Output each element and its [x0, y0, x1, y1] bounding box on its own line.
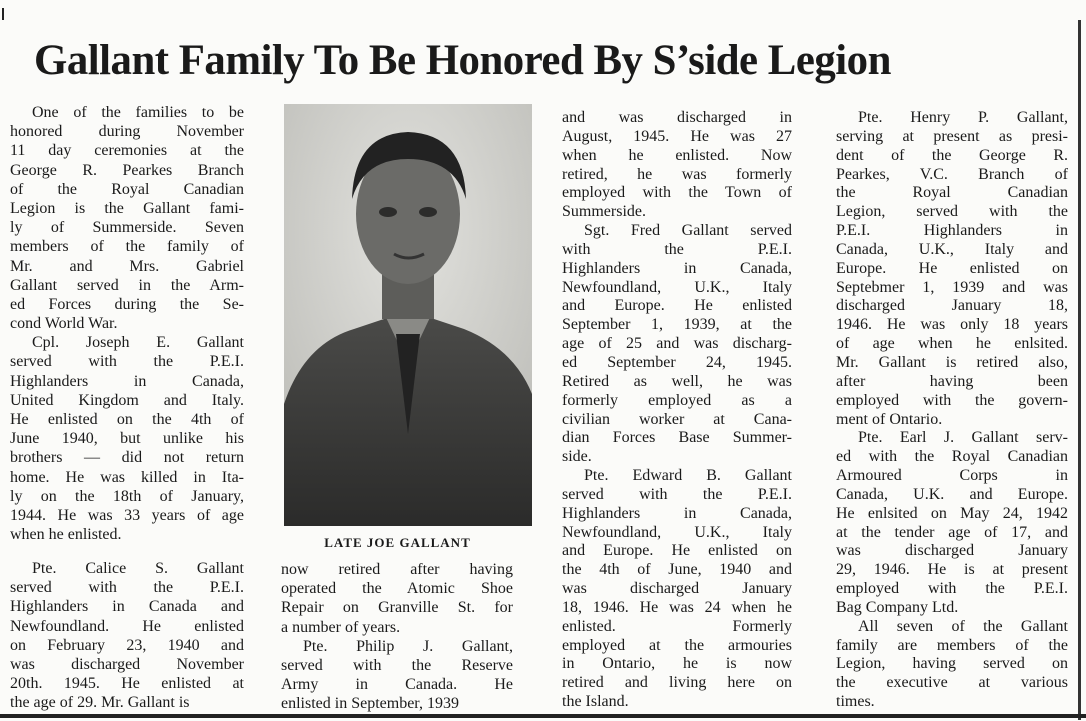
portrait-photo-icon — [284, 104, 532, 526]
text-line: Sgt. Fred Gallant served — [584, 222, 792, 240]
text-line: the Island. — [562, 693, 629, 711]
text-line: members of the family of — [10, 238, 244, 256]
text-line: June 1940, but unlike his — [10, 430, 244, 448]
text-line: after having been — [836, 372, 1068, 390]
text-line: Pte. Edward B. Gallant — [584, 467, 792, 485]
text-line: Summerside. — [562, 203, 646, 221]
text-line: ly of Summerside. Seven — [10, 219, 244, 237]
text-line: times. — [836, 693, 875, 711]
text-line: at the tender age of 17, and — [836, 523, 1068, 541]
text-line: Retired as well, he was — [562, 372, 792, 390]
text-line: He enlsited on May 24, 1942 — [836, 504, 1068, 522]
text-line: employed at the armouries — [562, 636, 792, 654]
text-line: Highlanders in Canada, — [10, 372, 244, 390]
text-line: the age of 29. Mr. Gallant is — [10, 694, 190, 712]
text-line: a number of years. — [281, 618, 401, 636]
text-line: of age when he enlsited. — [836, 335, 1068, 353]
text-line: home. He was killed in Ita- — [10, 468, 244, 486]
text-line: Highlanders in Canada, — [562, 259, 792, 277]
text-line: of the Royal Canadian — [10, 180, 244, 198]
paragraph — [836, 109, 1068, 429]
text-line: was discharged January — [562, 580, 792, 598]
text-line: Legion, served with the — [836, 203, 1068, 221]
text-line: civilian worker at Cana- — [562, 410, 792, 428]
text-line: served with the Reserve — [281, 656, 513, 674]
text-line: Pte. Earl J. Gallant serv- — [858, 429, 1068, 447]
text-line: retired and living here on — [562, 674, 792, 692]
text-line: Newfoundland, U.K., Italy — [562, 523, 792, 541]
paragraph — [281, 637, 513, 714]
text-line: 1944. He was 33 years of age — [10, 506, 244, 524]
text-line: serving at present as presi- — [836, 127, 1068, 145]
paragraph — [836, 618, 1068, 712]
text-line: Pearkes, V.C. Branch of — [836, 165, 1068, 183]
article-column-4 — [836, 109, 1068, 712]
text-line: Cpl. Joseph E. Gallant — [32, 334, 244, 352]
text-line: the Royal Canadian — [836, 184, 1068, 202]
text-line: Legion is the Gallant fami- — [10, 199, 244, 217]
text-line: Armoured Corps in — [836, 467, 1068, 485]
text-line: served with the P.E.I. — [10, 579, 244, 597]
text-line: ment of Ontario. — [836, 410, 943, 428]
margin-mark — [2, 8, 4, 20]
text-line: Gallant served in the Arm- — [10, 276, 244, 294]
text-line: the executive at various — [836, 674, 1068, 692]
text-line: 1946. He was only 18 years — [836, 316, 1068, 334]
paragraph — [562, 222, 792, 467]
article-column-1 — [10, 103, 244, 544]
paragraph — [10, 103, 244, 333]
text-line: on February 23, 1940 and — [10, 636, 244, 654]
text-line: 18, 1946. He was 24 when he — [562, 598, 792, 616]
text-line: Repair on Granville St. for — [281, 599, 513, 617]
text-line: Army in Canada. He — [281, 676, 513, 694]
text-line: enlisted in September, 1939 — [281, 695, 459, 713]
text-line: Canada, U.K. and Europe. — [836, 485, 1068, 503]
text-line: now retired after having — [281, 561, 513, 578]
text-line: ly on the 18th of January, — [10, 487, 244, 505]
text-line: was discharged November — [10, 655, 244, 673]
text-line: discharged January 18, — [836, 297, 1068, 315]
article-column-2 — [281, 560, 513, 714]
article-column-3 — [562, 109, 792, 712]
bottom-rule — [0, 714, 1086, 718]
text-line: dian Forces Base Summer- — [562, 429, 792, 447]
text-line: and Europe. He enlisted — [562, 297, 792, 315]
text-line: served with the P.E.I. — [562, 485, 792, 503]
text-line: Highlanders in Canada, — [562, 504, 792, 522]
text-line: September 1, 1939, at the — [562, 316, 792, 334]
paragraph — [10, 559, 244, 713]
text-line: Mr. Gallant is retired also, — [836, 353, 1068, 371]
text-line: formerly employed as a — [562, 391, 792, 409]
text-line: ed September 24, 1945. — [562, 353, 792, 371]
text-line: Highlanders in Canada and — [10, 598, 244, 616]
text-line: brothers — did not return — [10, 449, 244, 467]
text-line: P.E.I. Highlanders in — [836, 222, 1068, 240]
text-line: ed with the Royal Canadian — [836, 448, 1068, 466]
text-line: ed Forces during the Se- — [10, 295, 244, 313]
text-line: Canada, U.K., Italy and — [836, 240, 1068, 258]
text-line: Europe. He enlisted on — [836, 259, 1068, 277]
text-line: dent of the George R. — [836, 146, 1068, 164]
photo-caption: LATE JOE GALLANT — [324, 535, 471, 550]
text-line: Newfoundland. He enlisted — [10, 617, 244, 635]
text-line: and Europe. He enlisted on — [562, 542, 792, 560]
text-line: when he enlisted. — [10, 526, 122, 544]
text-line: employed with the P.E.I. — [836, 580, 1068, 598]
text-line: cond World War. — [10, 315, 118, 333]
text-line: Pte. Henry P. Gallant, — [858, 109, 1068, 126]
text-line: when he enlisted. Now — [562, 146, 792, 164]
text-line: age of 25 and was discharg- — [562, 335, 792, 353]
text-line: employed with the Town of — [562, 184, 792, 202]
text-line: George R. Pearkes Branch — [10, 161, 244, 179]
text-line: with the P.E.I. — [562, 240, 792, 258]
text-line: One of the families to be — [32, 104, 244, 121]
text-line: 29, 1946. He is at present — [836, 561, 1068, 579]
paragraph — [562, 467, 792, 712]
text-line: served with the P.E.I. — [10, 353, 244, 371]
text-line: Legion, having served on — [836, 655, 1068, 673]
text-line: enlisted. Formerly — [562, 617, 792, 635]
paragraph — [10, 333, 244, 544]
text-line: Bag Company Ltd. — [836, 598, 959, 616]
text-line: was discharged January — [836, 542, 1068, 560]
text-line: Pte. Calice S. Gallant — [32, 560, 244, 577]
column-rule — [1078, 20, 1081, 720]
text-line: August, 1945. He was 27 — [562, 127, 792, 145]
text-line: and was discharged in — [562, 109, 792, 126]
headline: Gallant Family To Be Honored By S’side Legion — [34, 37, 891, 84]
text-line: side. — [562, 448, 592, 466]
article-column-1-continued — [10, 559, 244, 713]
portrait-photo — [284, 104, 532, 526]
paragraph — [281, 560, 513, 637]
text-line: Septebmer 1, 1939 and was — [836, 278, 1068, 296]
text-line: 20th. 1945. He enlisted at — [10, 675, 244, 693]
paragraph — [562, 109, 792, 222]
text-line: operated the Atomic Shoe — [281, 580, 513, 598]
text-line: retired, he was formerly — [562, 165, 792, 183]
text-line: Newfoundland, U.K., Italy — [562, 278, 792, 296]
text-line: 11 day ceremonies at the — [10, 142, 244, 160]
text-line: United Kingdom and Italy. — [10, 391, 244, 409]
text-line: Mr. and Mrs. Gabriel — [10, 257, 244, 275]
text-line: honored during November — [10, 123, 244, 141]
text-line: Pte. Philip J. Gallant, — [303, 637, 513, 655]
text-line: He enlisted on the 4th of — [10, 411, 244, 428]
text-line: All seven of the Gallant — [858, 617, 1068, 635]
text-line: the 4th of June, 1940 and — [562, 561, 792, 579]
text-line: in Ontario, he is now — [562, 655, 792, 673]
paragraph — [836, 429, 1068, 617]
text-line: employed with the govern- — [836, 391, 1068, 409]
text-line: family are members of the — [836, 636, 1068, 654]
